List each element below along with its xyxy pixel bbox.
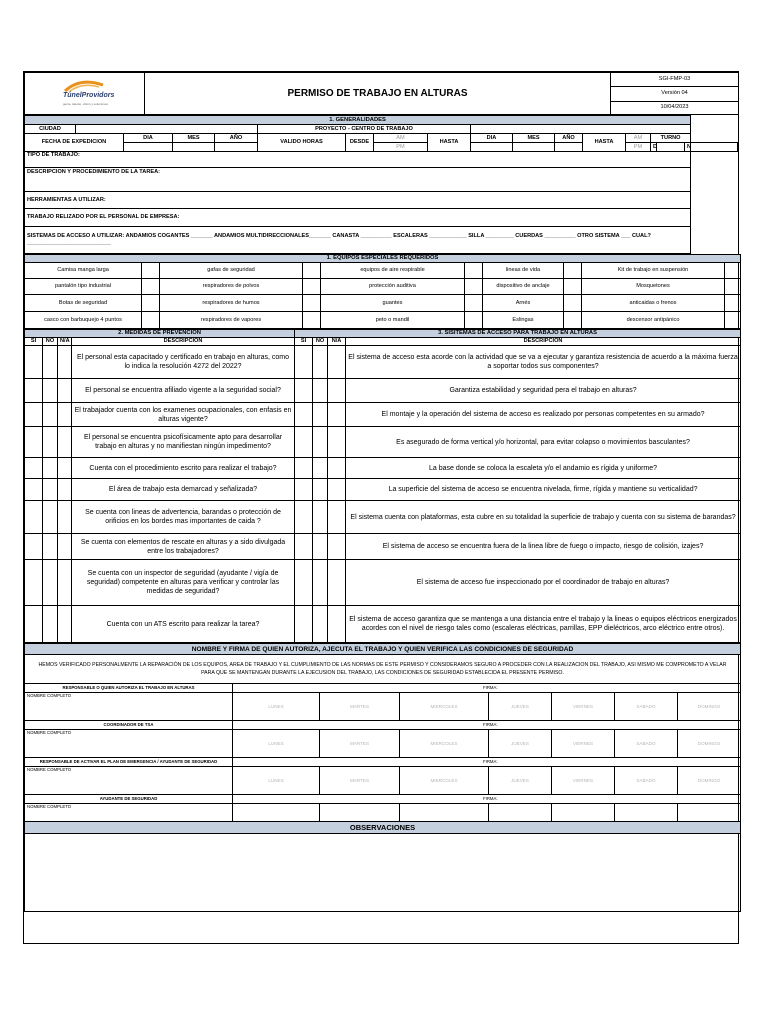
check-no[interactable] <box>43 379 58 403</box>
check-no[interactable] <box>43 403 58 427</box>
equipo-check[interactable] <box>303 263 321 279</box>
form-title: PERMISO DE TRABAJO EN ALTURAS <box>145 73 611 115</box>
firma-label: FIRMA: <box>233 684 741 693</box>
equipo-item: Mosquetones <box>582 279 725 295</box>
check-no[interactable] <box>313 427 328 458</box>
equipos-table <box>24 254 741 329</box>
sistema-text: El sistema de acceso esta acorde con la actividad que se va a ejecutar y garantiza resistencia de acuerdo a la máxima fuerza a soportar todos sus componentes? <box>346 346 741 379</box>
mes-label-2: MES <box>513 134 555 143</box>
check-no[interactable] <box>313 479 328 501</box>
check-no[interactable] <box>313 501 328 534</box>
day-cell[interactable] <box>489 804 552 822</box>
turno-n-box[interactable] <box>691 143 738 152</box>
check-si[interactable] <box>25 479 43 501</box>
role-label: AYUDANTE DE SEGURIDAD <box>25 795 233 804</box>
equipo-check[interactable] <box>465 279 483 295</box>
check-si[interactable] <box>25 346 43 379</box>
firmas-statement: HEMOS VERIFICADO PERSONALMENTE LA REPARACIÓN DE LOS EQUIPOS, AREA DE TRABAJO Y EL CUMPLIMIENTO DE LAS NORMAS DE ESTE PERMISO Y CONSIDERAMOS SEGURO A PROCEDER CON LA REALIZACION DEL TRABAJO, ASI MISMO ME COMPROMETO A VELAR PARA QUE SE MANTENGAN DURANTE LA EJECUSION DEL TRABAJO, LAS CONDICIONES DE SEGURIDAD ESTABLECIDA EL PRESENTE PERMISO. <box>25 655 741 684</box>
proyecto-label: PROYECTO - CENTRO DE TRABAJO <box>258 125 471 134</box>
check-no[interactable] <box>43 479 58 501</box>
logo-tagline: gente, talento, visión y soluciones <box>63 102 108 106</box>
permit-form <box>23 71 739 944</box>
medida-text: El personal se encuentra psicofísicamente apto para desarrollar trabajo en alturas y no manifiestan ningún impedimento? <box>72 427 295 458</box>
equipo-check[interactable] <box>564 295 582 312</box>
medida-text: El área de trabajo esta demarcad y señalizada? <box>72 479 295 501</box>
check-si[interactable] <box>25 379 43 403</box>
day-cell[interactable]: LUNES <box>233 767 320 795</box>
check-na[interactable] <box>58 403 72 427</box>
nombre-completo-field[interactable]: NOMBRE COMPLETO <box>25 804 233 822</box>
check-si[interactable] <box>295 534 313 560</box>
equipo-check[interactable] <box>142 279 160 295</box>
check-si[interactable] <box>25 403 43 427</box>
equipo-check[interactable] <box>142 295 160 312</box>
equipo-item: anticaidas o frenos <box>582 295 725 312</box>
turno-label: TURNO <box>651 134 691 143</box>
day-cell[interactable]: LUNES <box>233 730 320 758</box>
day-cell[interactable] <box>233 804 320 822</box>
equipo-check[interactable] <box>725 295 741 312</box>
equipo-check[interactable] <box>303 279 321 295</box>
section-medidas: 2. MEDIDAS DE PREVENCIÓN <box>25 330 295 338</box>
nombre-completo-field[interactable]: NOMBRE COMPLETO <box>25 767 233 795</box>
equipo-check[interactable] <box>564 279 582 295</box>
day-cell[interactable]: SABADO <box>615 767 678 795</box>
na-header-2: N/A <box>328 338 346 346</box>
day-cell[interactable]: MARTES <box>320 767 400 795</box>
section-equipos: 1. EQUIPOS ESPECIALES REQUERIDOS <box>25 255 741 263</box>
check-no[interactable] <box>43 458 58 479</box>
day-cell[interactable] <box>678 804 741 822</box>
equipo-item: peto o mandil <box>321 312 465 329</box>
check-no[interactable] <box>313 606 328 643</box>
header-table <box>24 72 739 115</box>
equipo-check[interactable] <box>564 312 582 329</box>
nombre-completo-field[interactable]: NOMBRE COMPLETO <box>25 693 233 721</box>
medida-text: Se cuenta con un inspector de seguridad (ayudante / vigía de seguridad) competente en alturas para verificar y controlar las medidas de seguridad? <box>72 560 295 606</box>
sistema-text: Garantiza estabilidad y seguridad pera el trabajo en alturas? <box>346 379 741 403</box>
day-cell[interactable]: VIERNES <box>552 767 615 795</box>
sistema-text: El sistema de acceso fue inspeccionado por el coordinador de trabajo en alturas? <box>346 560 741 606</box>
firma-label: FIRMA: <box>233 795 741 804</box>
check-no[interactable] <box>43 606 58 643</box>
medida-text: Cuenta con el procedimiento escrito para realizar el trabajo? <box>72 458 295 479</box>
equipo-item: lineas de vida <box>483 263 564 279</box>
si-header-2: SI <box>295 338 313 346</box>
check-si[interactable] <box>295 458 313 479</box>
day-cell[interactable]: SABADO <box>615 730 678 758</box>
medida-text: Se cuenta con lineas de advertencia, barandas o protección de orificios en los bordes mas importantes de caida ? <box>72 501 295 534</box>
sistema-text: La base donde se coloca la escaleta y/o el andamio es rígida y uniforme? <box>346 458 741 479</box>
proyecto-field[interactable] <box>471 125 691 134</box>
medida-text: El personal esta capacitado y certificado en trabajo en alturas, como lo indica la resolución 4272 del 2022? <box>72 346 295 379</box>
logo-text: TúnelProvidors <box>63 92 115 99</box>
day-cell[interactable]: MIERCOLES <box>400 730 489 758</box>
check-no[interactable] <box>313 379 328 403</box>
check-si[interactable] <box>295 606 313 643</box>
check-no[interactable] <box>313 458 328 479</box>
equipo-item: descensor antipánico <box>582 312 725 329</box>
no-header: NO <box>43 338 58 346</box>
medida-text: Se cuenta con elementos de rescate en alturas y a sido divulgada entre los trabajadores? <box>72 534 295 560</box>
check-si[interactable] <box>25 560 43 606</box>
day-cell[interactable]: LUNES <box>233 693 320 721</box>
firmas-table <box>24 643 741 912</box>
check-si[interactable] <box>295 379 313 403</box>
equipo-item: gafas de seguridad <box>160 263 303 279</box>
dia-label: DIA <box>124 134 173 143</box>
na-header: N/A <box>58 338 72 346</box>
check-si[interactable] <box>25 501 43 534</box>
check-na[interactable] <box>328 379 346 403</box>
generalidades-table <box>24 115 738 254</box>
check-na[interactable] <box>58 458 72 479</box>
observaciones-title: OBSERVACIONES <box>25 822 741 834</box>
ano-field[interactable] <box>215 143 258 152</box>
equipo-item: respiradores de humos <box>160 295 303 312</box>
check-na[interactable] <box>58 346 72 379</box>
day-cell[interactable]: VIERNES <box>552 693 615 721</box>
check-no[interactable] <box>43 501 58 534</box>
herramientas-field[interactable]: HERRAMIENTAS A UTILIZAR: <box>25 192 691 209</box>
equipo-check[interactable] <box>303 312 321 329</box>
check-si[interactable] <box>295 560 313 606</box>
sistemas-acceso-field[interactable]: SISTEMAS DE ACCESO A UTILIZAR: ANDAMIOS COGANTES _______ ANDAMIOS MULTIDIRECCIONALES_______ CANASTA __________ ESCALERAS ____________ SILLA _________ CUERDAS __________ OTRO SISTEMA ___ CUAL? ___________________________ <box>25 227 691 254</box>
check-na[interactable] <box>328 479 346 501</box>
day-cell[interactable]: DOMINGO <box>678 693 741 721</box>
turno-d-box[interactable] <box>657 143 685 152</box>
check-na[interactable] <box>58 501 72 534</box>
section-generalidades: 1. GENERALIDADES <box>25 116 691 125</box>
check-si[interactable] <box>25 606 43 643</box>
observaciones-field[interactable] <box>25 834 741 912</box>
desde-am[interactable]: AM <box>374 134 428 143</box>
hasta-label: HASTA <box>428 134 471 152</box>
day-cell[interactable]: VIERNES <box>552 730 615 758</box>
check-na[interactable] <box>58 427 72 458</box>
check-si[interactable] <box>295 346 313 379</box>
check-na[interactable] <box>328 427 346 458</box>
equipo-item: pantalón tipo industrial <box>25 279 142 295</box>
check-no[interactable] <box>313 534 328 560</box>
descripcion-header: DESCRIPCION <box>72 338 295 346</box>
mes-field-2[interactable] <box>513 143 555 152</box>
ano-label-2: AÑO <box>555 134 583 143</box>
si-header: SI <box>25 338 43 346</box>
day-cell[interactable] <box>552 804 615 822</box>
check-na[interactable] <box>328 458 346 479</box>
desde-pm[interactable]: PM <box>374 143 428 152</box>
ano-label: AÑO <box>215 134 258 143</box>
day-cell[interactable]: MARTES <box>320 730 400 758</box>
valido-horas-label: VALIDO HORAS <box>258 134 346 152</box>
ano-field-2[interactable] <box>555 143 583 152</box>
turno-n[interactable]: N <box>685 143 691 152</box>
nombre-completo-field[interactable]: NOMBRE COMPLETO <box>25 730 233 758</box>
check-na[interactable] <box>328 606 346 643</box>
check-no[interactable] <box>313 403 328 427</box>
equipo-item: Camisa manga larga <box>25 263 142 279</box>
role-label: RESPONSABLE O QUIEN AUTORIZA EL TRABAJO EN ALTURAS <box>25 684 233 693</box>
medida-text: Cuenta con un ATS escrito para realizar la tarea? <box>72 606 295 643</box>
day-cell[interactable]: JUEVES <box>489 730 552 758</box>
check-na[interactable] <box>328 560 346 606</box>
check-si[interactable] <box>25 427 43 458</box>
equipo-item: Eslingas <box>483 312 564 329</box>
check-no[interactable] <box>313 346 328 379</box>
desde-label: DESDE <box>346 134 374 152</box>
sistema-text: El sistema cuenta con plataformas, esta cubre en su totalidad la superficie de trabajo y cuenta con su sistema de barandas? <box>346 501 741 534</box>
check-na[interactable] <box>328 403 346 427</box>
day-cell[interactable]: DOMINGO <box>678 767 741 795</box>
medidas-table <box>24 329 741 643</box>
equipo-item: Kit de trabajo en suspensión <box>582 263 725 279</box>
check-si[interactable] <box>295 427 313 458</box>
check-na[interactable] <box>58 479 72 501</box>
dia-field-2[interactable] <box>471 143 513 152</box>
check-si[interactable] <box>295 501 313 534</box>
check-si[interactable] <box>295 479 313 501</box>
sistema-text: El sistema de acceso se encuentra fuera de la linea libre de fuego o impacto, riesgo de colisión, izajes? <box>346 534 741 560</box>
equipo-check[interactable] <box>725 263 741 279</box>
day-cell[interactable]: JUEVES <box>489 767 552 795</box>
day-cell[interactable]: SABADO <box>615 693 678 721</box>
medida-text: El trabajador cuenta con los examenes ocupacionales, con enfasis en alturas vigente? <box>72 403 295 427</box>
check-no[interactable] <box>313 560 328 606</box>
hasta-pm[interactable]: PM <box>626 143 651 152</box>
check-si[interactable] <box>25 458 43 479</box>
equipo-check[interactable] <box>465 263 483 279</box>
equipo-item: Botas de seguridad <box>25 295 142 312</box>
equipo-check[interactable] <box>465 295 483 312</box>
ciudad-label: CIUDAD <box>25 125 76 134</box>
equipo-item: respiradores de vapores <box>160 312 303 329</box>
section-sistemas: 3. SISITEMAS DE ACCESO PARA TRABAJO EN ALTURAS <box>295 330 741 338</box>
logo <box>25 73 145 115</box>
check-si[interactable] <box>25 534 43 560</box>
check-no[interactable] <box>43 560 58 606</box>
equipo-item: guantes <box>321 295 465 312</box>
equipo-item: respiradores de polvos <box>160 279 303 295</box>
form-code: SGI-FMP-03 <box>611 73 739 87</box>
equipo-check[interactable] <box>725 312 741 329</box>
role-label: COORDINADOR DE TSA <box>25 721 233 730</box>
check-na[interactable] <box>58 534 72 560</box>
equipo-check[interactable] <box>142 263 160 279</box>
check-no[interactable] <box>43 427 58 458</box>
dia-field[interactable] <box>124 143 173 152</box>
role-label: RESPONSABLE DE ACTIVAR EL PLAN DE EMERGENCIA / AYUDANTE DE SEGURIDAD <box>25 758 233 767</box>
firma-label: FIRMA: <box>233 721 741 730</box>
equipo-item: equipos de aire respirable <box>321 263 465 279</box>
mes-field[interactable] <box>173 143 215 152</box>
day-cell[interactable]: JUEVES <box>489 693 552 721</box>
turno-d[interactable]: D <box>651 143 657 152</box>
equipo-item: casco con barbuquejo 4 puntos <box>25 312 142 329</box>
equipo-check[interactable] <box>725 279 741 295</box>
no-header-2: NO <box>313 338 328 346</box>
equipo-check[interactable] <box>303 295 321 312</box>
firma-label: FIRMA: <box>233 758 741 767</box>
section-firmas: NOMBRE Y FIRMA DE QUIEN AUTORIZA, AJECUTA EL TRABAJO Y QUIEN VERIFICA LAS CONDICIONES DE SEGURIDAD <box>25 644 741 655</box>
trabajo-personal-field[interactable]: TRABAJO RELIZADO POR EL PERSONAL DE EMPRESA: <box>25 209 691 227</box>
hasta-label-2: HASTA <box>583 134 626 152</box>
check-na[interactable] <box>328 501 346 534</box>
check-na[interactable] <box>328 534 346 560</box>
check-na[interactable] <box>58 560 72 606</box>
day-cell[interactable] <box>320 804 400 822</box>
ciudad-field[interactable] <box>76 125 258 134</box>
check-na[interactable] <box>328 346 346 379</box>
day-cell[interactable]: MIERCOLES <box>400 693 489 721</box>
check-na[interactable] <box>58 379 72 403</box>
check-no[interactable] <box>43 534 58 560</box>
day-cell[interactable]: MARTES <box>320 693 400 721</box>
sistema-text: El montaje y la operación del sistema de acceso es realizado por personas competentes en su armado? <box>346 403 741 427</box>
sistema-text: El sistema de acceso garantiza que se mantenga a una distancia entre el trabajo y la lineas o equipos eléctricos energizados acordes con el nivel de riesgo tales como (escaleras eléctricas, parrillas, EPP dieléctricos, arco eléctrico entre otros). <box>346 606 741 643</box>
equipo-item: dispositivo de anclaje <box>483 279 564 295</box>
descripcion-field[interactable]: DESCRIPCION Y PROCEDIMIENTO DE LA TAREA: <box>25 168 691 192</box>
equipo-item: Arnés <box>483 295 564 312</box>
form-date: 10/04/2023 <box>611 101 739 114</box>
equipo-check[interactable] <box>142 312 160 329</box>
sistema-text: Es asegurado de forma vertical y/o horizontal, para evitar colapso o movimientos basculantes? <box>346 427 741 458</box>
day-cell[interactable] <box>400 804 489 822</box>
check-na[interactable] <box>58 606 72 643</box>
equipo-check[interactable] <box>564 263 582 279</box>
check-si[interactable] <box>295 403 313 427</box>
tipo-trabajo-field[interactable]: TIPO DE TRABAJO: <box>25 152 691 168</box>
check-no[interactable] <box>43 346 58 379</box>
fecha-expedicion-label: FECHA DE EXPEDICION <box>25 134 124 152</box>
equipo-item: protección auditiva <box>321 279 465 295</box>
descripcion-header-2: DESCRIPCION <box>346 338 741 346</box>
mes-label: MES <box>173 134 215 143</box>
hasta-am[interactable]: AM <box>626 134 651 143</box>
medida-text: El personal se encuentra afiliado vigente a la seguridad social? <box>72 379 295 403</box>
form-version: Versión 04 <box>611 87 739 101</box>
equipo-check[interactable] <box>465 312 483 329</box>
sistema-text: La superficie del sistema de acceso se encuentra nivelada, firme, rígida y mantiene su verticalidad? <box>346 479 741 501</box>
day-cell[interactable] <box>615 804 678 822</box>
dia-label-2: DIA <box>471 134 513 143</box>
day-cell[interactable]: DOMINGO <box>678 730 741 758</box>
day-cell[interactable]: MIERCOLES <box>400 767 489 795</box>
